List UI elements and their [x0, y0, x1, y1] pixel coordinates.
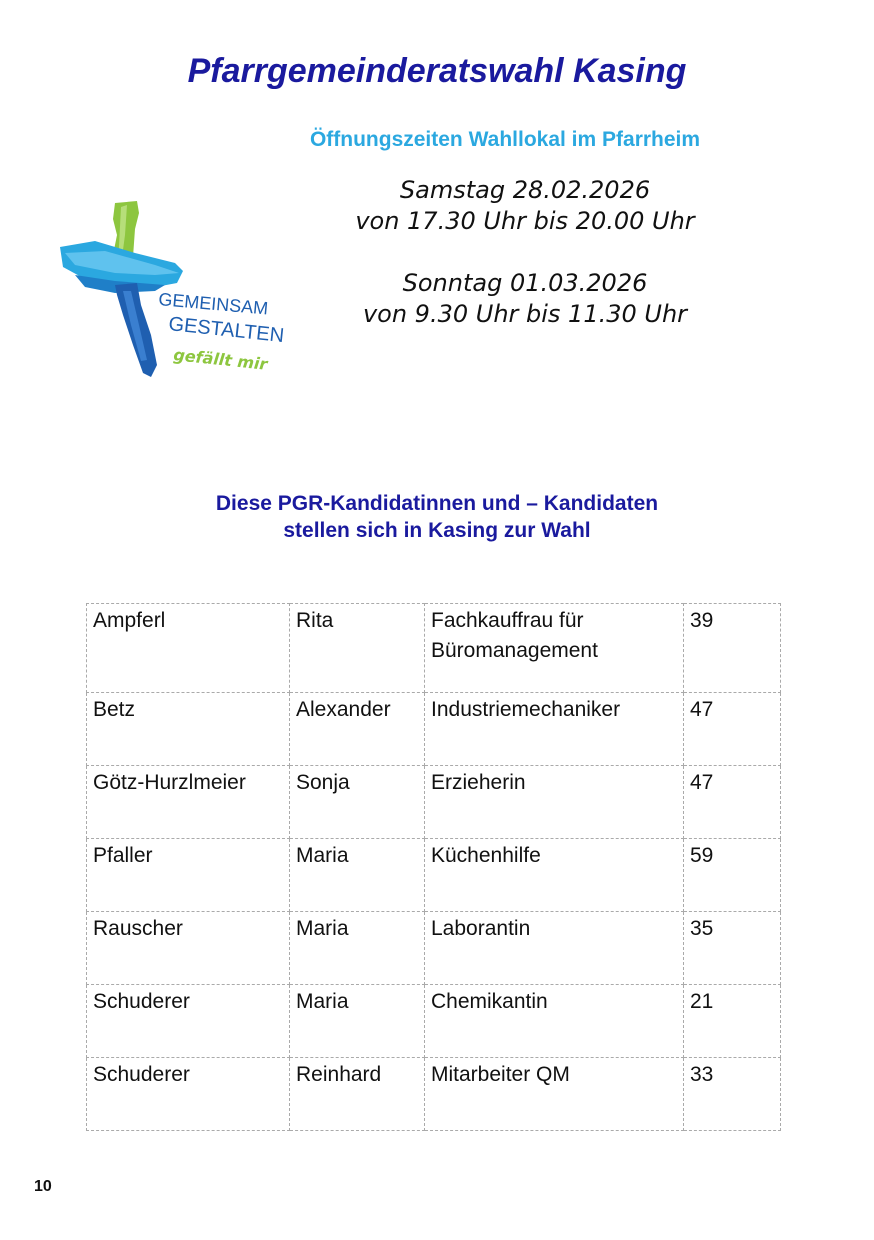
table-row	[87, 604, 781, 693]
candidate-occupation: Laborantin	[425, 912, 684, 985]
candidate-first-name: Rita	[290, 604, 425, 693]
occupation-line2: Büromanagement	[431, 639, 598, 662]
table-row	[87, 985, 781, 1058]
candidate-age: 47	[684, 693, 781, 766]
candidate-occupation: Erzieherin	[425, 766, 684, 839]
page-number: 10	[34, 1178, 52, 1195]
table-row	[87, 766, 781, 839]
candidate-age: 35	[684, 912, 781, 985]
candidate-last-name: Rauscher	[87, 912, 290, 985]
candidate-age: 39	[684, 604, 781, 693]
candidate-age: 21	[684, 985, 781, 1058]
candidate-age: 47	[684, 766, 781, 839]
day2-date: Sonntag 01.03.2026	[402, 269, 648, 297]
day2-time: von 9.30 Uhr bis 11.30 Uhr	[362, 300, 688, 328]
candidate-first-name: Maria	[290, 985, 425, 1058]
candidates-heading-line1: Diese PGR-Kandidatinnen und – Kandidaten	[215, 492, 659, 515]
candidate-occupation: Küchenhilfe	[425, 839, 684, 912]
logo-line3: gefällt mir	[172, 345, 269, 374]
candidate-first-name: Sonja	[290, 766, 425, 839]
candidate-first-name: Maria	[290, 839, 425, 912]
candidate-last-name: Betz	[87, 693, 290, 766]
logo-line1: GEMEINSAM	[157, 289, 269, 319]
candidate-first-name: Maria	[290, 912, 425, 985]
candidate-last-name: Schuderer	[87, 1058, 290, 1131]
table-row	[87, 1058, 781, 1131]
candidate-occupation: Mitarbeiter QM	[425, 1058, 684, 1131]
day1-time: von 17.30 Uhr bis 20.00 Uhr	[355, 207, 695, 235]
candidate-occupation	[425, 604, 684, 693]
candidate-first-name: Alexander	[290, 693, 425, 766]
candidate-last-name: Schuderer	[87, 985, 290, 1058]
opening-hours-heading: Öffnungszeiten Wahllokal im Pfarrheim	[309, 128, 701, 151]
opening-hours	[300, 175, 750, 330]
page-title: Pfarrgemeinderatswahl Kasing	[187, 52, 687, 90]
candidate-age: 33	[684, 1058, 781, 1131]
candidate-last-name: Pfaller	[87, 839, 290, 912]
candidates-heading	[0, 490, 874, 544]
day1-date: Samstag 28.02.2026	[399, 176, 651, 204]
table-row	[87, 693, 781, 766]
logo-line2: GESTALTEN	[167, 313, 286, 348]
occupation-line1: Fachkauffrau für	[431, 609, 584, 632]
gemeinsam-gestalten-logo	[55, 195, 300, 385]
table-row	[87, 912, 781, 985]
candidate-last-name: Götz-Hurzlmeier	[87, 766, 290, 839]
candidates-heading-line2: stellen sich in Kasing zur Wahl	[283, 519, 591, 542]
candidate-occupation: Industriemechaniker	[425, 693, 684, 766]
table-row	[87, 839, 781, 912]
candidate-first-name: Reinhard	[290, 1058, 425, 1131]
candidate-age: 59	[684, 839, 781, 912]
candidate-last-name: Ampferl	[87, 604, 290, 693]
candidates-table	[86, 603, 781, 1131]
candidate-occupation: Chemikantin	[425, 985, 684, 1058]
